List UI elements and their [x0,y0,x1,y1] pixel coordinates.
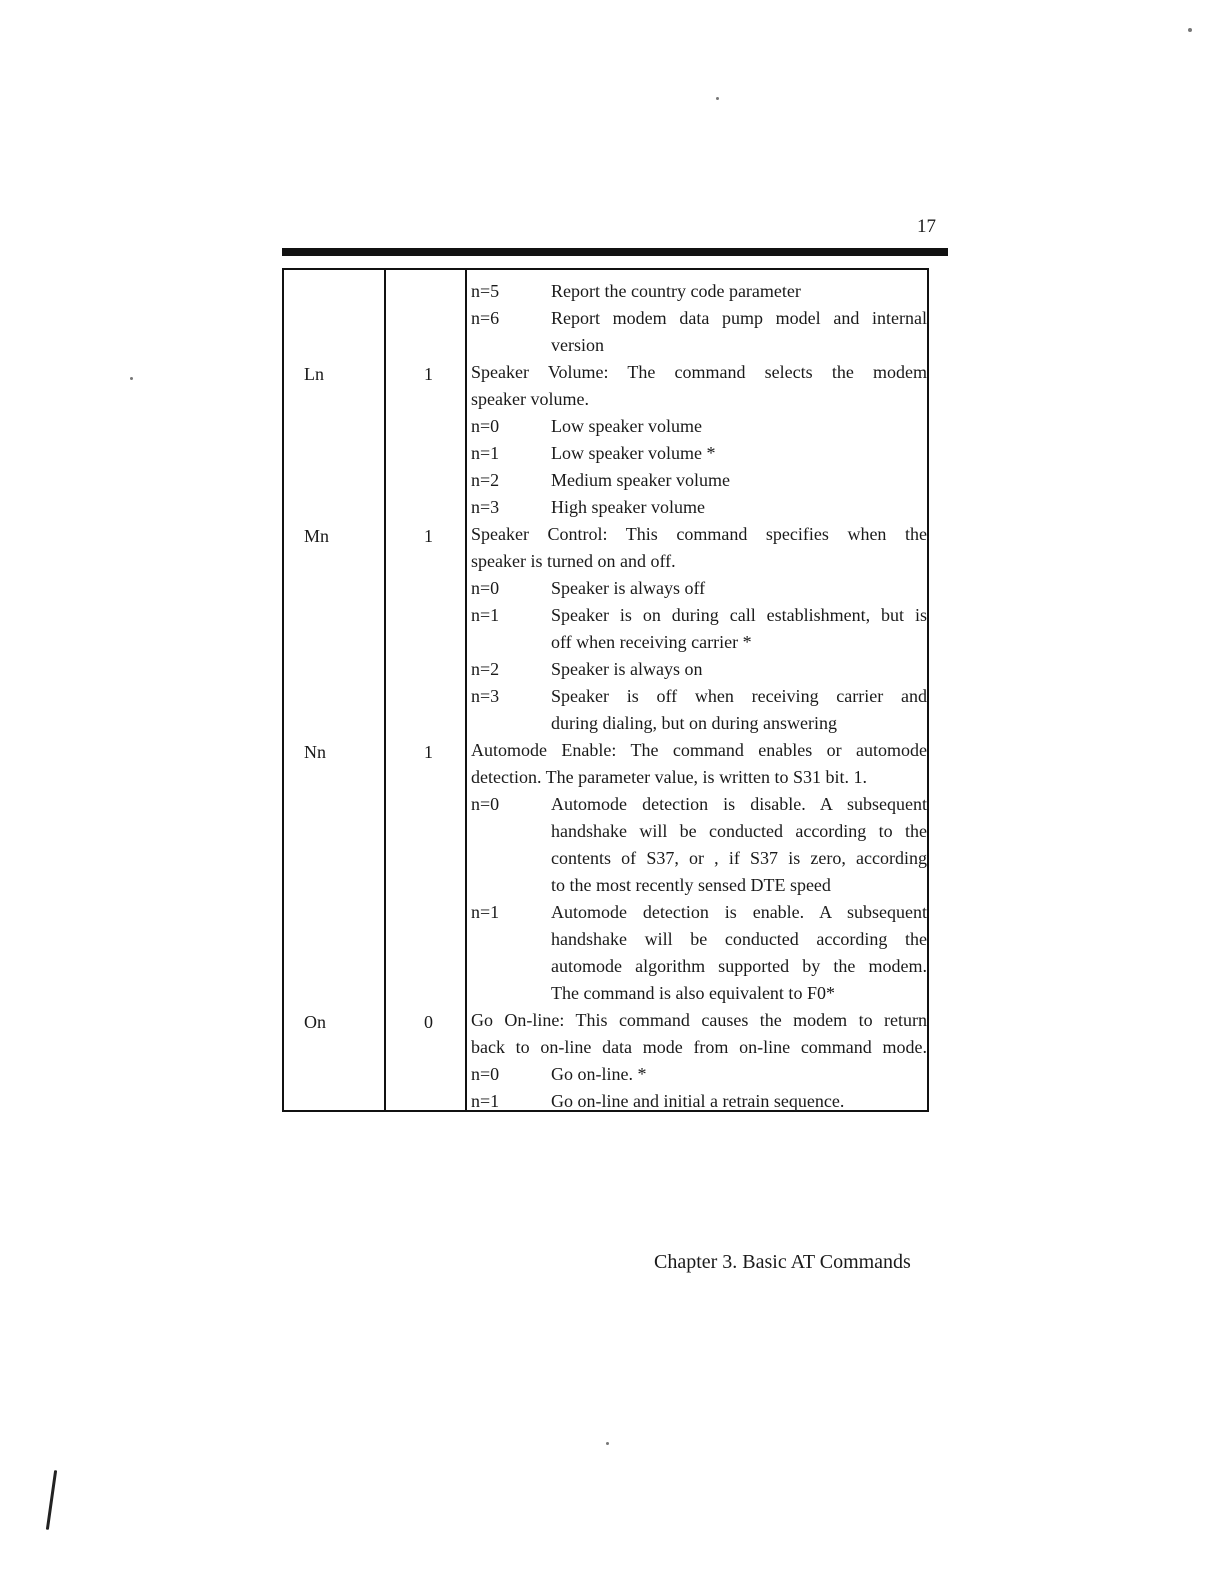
param-value: n=2 [471,470,500,490]
command-description: speaker volume. [471,389,589,409]
param-value: n=1 [471,443,500,463]
command-description: detection. The parameter value, is written to S31 bit. 1. [471,767,868,787]
scan-mark [46,1470,57,1530]
command-description: back to on-line data mode from on-line command mode. [471,1037,927,1057]
param-description-continued: handshake will be conducted according to the [551,821,927,841]
param-description: Speaker is always on [551,659,703,679]
param-description: Go on-line and initial a retrain sequence. [551,1091,845,1111]
param-description: Low speaker volume * [551,443,716,463]
default-value: 1 [424,526,433,546]
column-divider [465,270,467,1110]
command-description: Speaker Control: This command specifies when the [471,524,927,544]
param-value: n=1 [471,1091,500,1111]
scan-speck [130,377,133,380]
command-description: Go On-line: This command causes the modem to return [471,1010,927,1030]
param-value: n=1 [471,605,500,625]
scan-speck [716,97,719,100]
scan-speck [606,1442,609,1445]
param-description: Report the country code parameter [551,281,801,301]
param-description: Speaker is off when receiving carrier and [551,686,927,706]
param-description: Automode detection is disable. A subsequent [551,794,927,814]
param-value: n=2 [471,659,500,679]
command-name: Nn [304,742,326,762]
param-description: High speaker volume [551,497,705,517]
param-value: n=6 [471,308,500,328]
param-value: n=0 [471,1064,500,1084]
param-description-continued: off when receiving carrier * [551,632,752,652]
default-value: 0 [424,1012,433,1032]
param-value: n=3 [471,497,500,517]
command-table [282,268,929,1112]
param-description-continued: contents of S37, or , if S37 is zero, according [551,848,927,868]
param-description: Medium speaker volume [551,470,730,490]
command-description: Speaker Volume: The command selects the modem [471,362,927,382]
param-description: Speaker is always off [551,578,706,598]
param-description-continued: handshake will be conducted according the [551,929,927,949]
chapter-footer: Chapter 3. Basic AT Commands [654,1251,911,1273]
param-value: n=0 [471,794,500,814]
column-divider [384,270,386,1110]
param-description-continued: version [551,335,604,355]
command-name: On [304,1012,326,1032]
param-value: n=1 [471,902,500,922]
param-value: n=0 [471,578,500,598]
default-value: 1 [424,742,433,762]
param-description: Go on-line. * [551,1064,647,1084]
command-description: speaker is turned on and off. [471,551,676,571]
param-description-continued: automode algorithm supported by the modem. [551,956,927,976]
param-value: n=5 [471,281,500,301]
param-value: n=3 [471,686,500,706]
param-description: Speaker is on during call establishment, but is [551,605,927,625]
command-description: Automode Enable: The command enables or automode [471,740,927,760]
scan-speck [1188,28,1192,32]
page-number: 17 [917,216,936,237]
default-value: 1 [424,364,433,384]
param-description-continued: to the most recently sensed DTE speed [551,875,831,895]
param-description: Automode detection is enable. A subsequent [551,902,927,922]
header-rule [282,248,948,256]
param-description: Low speaker volume [551,416,702,436]
param-description-continued: The command is also equivalent to F0* [551,983,835,1003]
param-value: n=0 [471,416,500,436]
command-name: Mn [304,526,330,546]
param-description-continued: during dialing, but on during answering [551,713,837,733]
command-name: Ln [304,364,324,384]
param-description: Report modem data pump model and internal [551,308,927,328]
